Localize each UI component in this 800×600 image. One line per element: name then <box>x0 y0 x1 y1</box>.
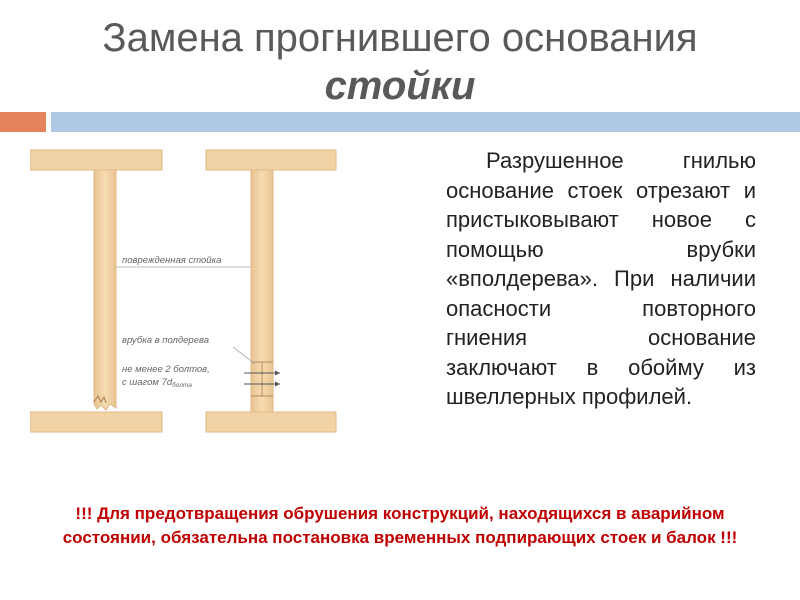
left-column <box>94 170 116 410</box>
bolt-arrowhead-2 <box>275 382 280 387</box>
label-bolts-line-1: не менее 2 болтов, <box>122 364 210 375</box>
accent-bar-blue <box>51 112 800 132</box>
slide-title <box>0 14 800 110</box>
accent-bar-orange <box>0 112 46 132</box>
right-top-beam <box>206 150 336 170</box>
warning-note: !!! Для предотвращения обрушения конструкций, находящихся в аварийном состоянии, обязательна постановка временных подпирающих стоек и балок !!! <box>62 504 738 547</box>
label-bolts-subscript: болта <box>172 382 192 389</box>
right-column-upper <box>251 170 273 378</box>
label-damaged-column: поврежденная стойка <box>122 255 222 266</box>
bolt-arrowhead-1 <box>275 371 280 376</box>
left-bottom-beam <box>30 412 162 432</box>
label-bolts-main: с шагом 7d <box>122 377 173 388</box>
body-text: Разрушенное гнилью основание стоек отрезают и пристыковывают новое с помощью врубки «вполдерева». При наличии опасности повторного гниения основание заключают в обойму из швеллерных профилей. <box>446 148 756 409</box>
title-line-2: стойки <box>324 64 476 108</box>
right-bottom-beam <box>206 412 336 432</box>
title-line-1: Замена прогнившего основания <box>102 16 698 60</box>
label-bolts-line-2 <box>122 377 192 389</box>
left-top-beam <box>30 150 162 170</box>
label-half-lap-joint: врубка в полдерева <box>122 335 210 346</box>
column-diagram <box>30 146 340 442</box>
